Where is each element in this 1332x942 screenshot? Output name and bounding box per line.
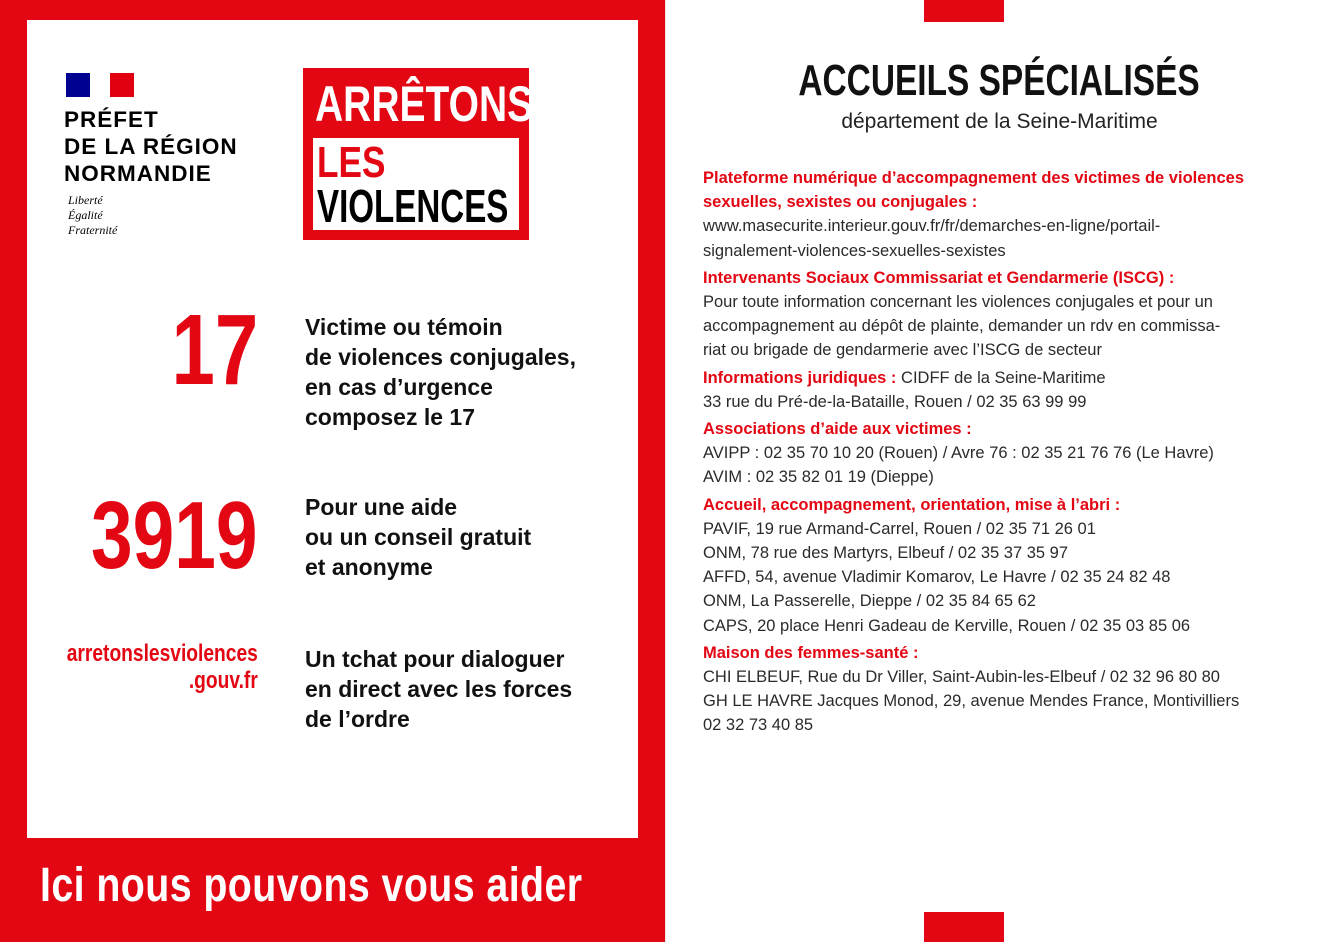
website-link[interactable] (67, 640, 258, 694)
section-line: CAPS, 20 place Henri Gadeau de Kerville, Rouen / 02 35 03 85 06 (703, 616, 1191, 635)
section-maison-femmes (703, 641, 1313, 738)
website-description (305, 644, 625, 734)
section-line: riat ou brigade de gendarmerie avec l’ISCG de secteur (703, 341, 1102, 360)
flyer-content (27, 20, 638, 838)
logo-line-1: ARRÊTONS (315, 76, 534, 132)
desc-line: de violences conjugales, (305, 344, 576, 370)
section-line: GH LE HAVRE Jacques Monod, 29, avenue Mendes France, Montivilliers (703, 692, 1240, 711)
logo-box (313, 138, 519, 230)
section-heading: Informations juridiques : (703, 368, 897, 387)
section-heading: sexuelles, sexistes ou conjugales : (703, 193, 978, 212)
section-line: ONM, La Passerelle, Dieppe / 02 35 84 65 62 (703, 592, 1036, 611)
emergency-number-17: 17 (171, 294, 258, 406)
section-line: CHI ELBEUF, Rue du Dr Viller, Saint-Aubin-les-Elbeuf / 02 32 96 80 80 (703, 668, 1220, 687)
prefet-line: PRÉFET (64, 107, 159, 132)
desc-line: de l’ordre (305, 706, 410, 732)
number-3919-description (305, 492, 625, 582)
section-line: 02 32 73 40 85 (703, 716, 814, 735)
site-line: arretonslesviolences (66, 640, 258, 667)
red-tab-bottom (924, 912, 1004, 942)
section-line[interactable]: www.masecurite.interieur.gouv.fr/fr/demarches-en-ligne/portail- (703, 217, 1161, 236)
title-text: ACCUEILS SPÉCIALISÉS (798, 56, 1201, 105)
section-line: accompagnement au dépôt de plainte, demander un rdv en commissa- (703, 317, 1221, 336)
page-subtitle: département de la Seine-Maritime (841, 110, 1158, 133)
section-line: Pour toute information concernant les violences conjugales et pour un (703, 293, 1213, 312)
left-flyer (0, 0, 665, 942)
section-line: ONM, 78 rue des Martyrs, Elbeuf / 02 35 37 35 97 (703, 544, 1069, 563)
prefet-title (64, 106, 238, 187)
section-line: AVIPP : 02 35 70 10 20 (Rouen) / Avre 76 : 02 35 21 76 76 (Le Havre) (703, 444, 1214, 463)
helpline-number-3919: 3919 (91, 482, 258, 589)
section-plateforme (703, 166, 1313, 263)
section-heading-line (703, 366, 1313, 390)
right-sheet (665, 0, 1332, 942)
section-iscg (703, 266, 1313, 363)
logo-line-2: LES (317, 138, 386, 187)
desc-line: Pour une aide (305, 494, 458, 520)
section-line[interactable]: signalement-violences-sexuelles-sexistes (703, 241, 1006, 260)
desc-line: et anonyme (305, 554, 433, 580)
desc-line: en direct avec les forces (305, 676, 573, 702)
arretons-les-violences-logo (303, 68, 534, 240)
section-heading: Accueil, accompagnement, orientation, mise à l’abri : (703, 495, 1121, 514)
republic-motto (68, 193, 117, 238)
desc-line: Victime ou témoin (305, 314, 503, 340)
desc-line: Un tchat pour dialoguer (305, 646, 565, 672)
contacts-list (703, 166, 1313, 741)
desc-line: composez le 17 (305, 404, 476, 430)
section-associations (703, 417, 1313, 490)
section-heading: Maison des femmes-santé : (703, 643, 919, 662)
site-line: .gouv.fr (189, 667, 258, 694)
logo-line-3: VIOLENCES (317, 180, 509, 232)
prefet-line: DE LA RÉGION (64, 134, 238, 159)
section-heading: Plateforme numérique d’accompagnement des victimes de violences (703, 169, 1245, 187)
motto-line: Liberté (68, 193, 103, 207)
page-title (666, 54, 1332, 108)
desc-line: en cas d’urgence (305, 374, 493, 400)
section-line: PAVIF, 19 rue Armand-Carrel, Rouen / 02 35 71 26 01 (703, 519, 1096, 538)
marianne-flag-icon (66, 73, 134, 97)
section-line: AFFD, 54, avenue Vladimir Komarov, Le Havre / 02 35 24 82 48 (703, 568, 1171, 587)
number-17-description (305, 312, 625, 432)
section-heading: Associations d’aide aux victimes : (703, 420, 972, 439)
red-tab-top (924, 0, 1004, 22)
section-line: AVIM : 02 35 82 01 19 (Dieppe) (703, 468, 934, 487)
section-line: 33 rue du Pré-de-la-Bataille, Rouen / 02 35 63 99 99 (703, 392, 1087, 411)
section-juridique (703, 366, 1313, 414)
desc-line: ou un conseil gratuit (305, 524, 532, 550)
section-accueil (703, 493, 1313, 638)
prefet-line: NORMANDIE (64, 161, 212, 186)
motto-line: Égalité (68, 208, 103, 222)
section-inline-text: CIDFF de la Seine-Maritime (896, 368, 1106, 387)
slogan: Ici nous pouvons vous aider (40, 859, 583, 912)
section-heading: Intervenants Sociaux Commissariat et Gendarmerie (ISCG) : (703, 268, 1175, 287)
motto-line: Fraternité (68, 223, 118, 237)
